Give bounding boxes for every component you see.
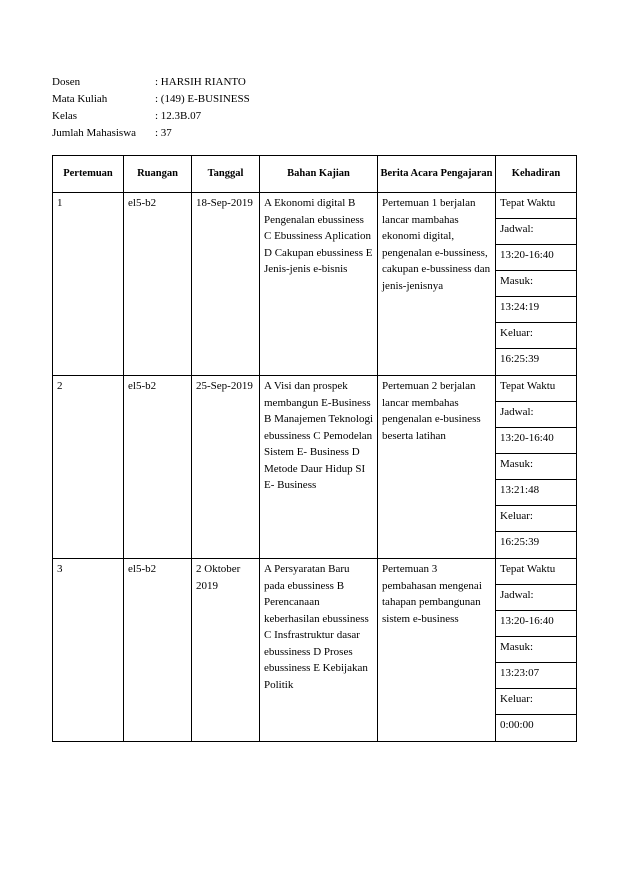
jadwal-value: 13:20-16:40 (496, 428, 576, 454)
table-row (53, 559, 577, 742)
col-header-pertemuan: Pertemuan (53, 156, 124, 193)
attendance-table (52, 155, 577, 742)
pertemuan-cell: 2 (53, 376, 124, 559)
bahan-kajian-cell: A Visi dan prospek membangun E-Business B Manajemen Teknologi ebussiness C Pemodelan Sistem E- Business D Metode Daur Hidup SI E- Business (260, 376, 378, 559)
table-row (53, 376, 577, 559)
jumlah-label: Jumlah Mahasiswa (52, 127, 137, 139)
kehadiran-status: Tepat Waktu (496, 559, 576, 585)
dosen-label: Dosen (52, 76, 81, 88)
kelas-row (52, 108, 250, 125)
ruangan-cell: el5-b2 (124, 193, 192, 376)
table-header-row (53, 156, 577, 193)
tanggal-cell: 2 Oktober 2019 (192, 559, 260, 742)
kehadiran-cell (496, 376, 577, 559)
keluar-value: 0:00:00 (500, 719, 534, 731)
masuk-value: 13:24:19 (496, 297, 576, 323)
col-header-kehadiran: Kehadiran (496, 156, 577, 193)
kelas-value: : 12.3B.07 (155, 110, 202, 122)
course-info (52, 74, 250, 142)
kehadiran-cell (496, 193, 577, 376)
col-header-tanggal: Tanggal (192, 156, 260, 193)
keluar-label: Keluar: (496, 506, 576, 532)
ruangan-cell: el5-b2 (124, 559, 192, 742)
keluar-label: Keluar: (496, 689, 576, 715)
kelas-label: Kelas (52, 110, 78, 122)
masuk-value: 13:23:07 (496, 663, 576, 689)
mata-kuliah-label: Mata Kuliah (52, 93, 108, 105)
kehadiran-cell (496, 559, 577, 742)
dosen-row (52, 74, 250, 91)
jumlah-value: : 37 (155, 127, 172, 139)
bahan-kajian-cell: A Persyaratan Baru pada ebussiness B Perencanaan keberhasilan ebussiness C Insfrastruktur dasar ebussiness D Proses ebussiness E Kebijakan Politik (260, 559, 378, 742)
pertemuan-cell: 1 (53, 193, 124, 376)
masuk-label: Masuk: (496, 271, 576, 297)
table-row (53, 193, 577, 376)
keluar-label: Keluar: (496, 323, 576, 349)
mata-kuliah-row (52, 91, 250, 108)
masuk-label: Masuk: (496, 454, 576, 480)
jadwal-value: 13:20-16:40 (496, 245, 576, 271)
jadwal-label: Jadwal: (496, 219, 576, 245)
jadwal-value: 13:20-16:40 (496, 611, 576, 637)
tanggal-cell: 25-Sep-2019 (192, 376, 260, 559)
jadwal-label: Jadwal: (496, 585, 576, 611)
col-header-bahan-kajian: Bahan Kajian (260, 156, 378, 193)
jadwal-label: Jadwal: (496, 402, 576, 428)
bahan-kajian-cell: A Ekonomi digital B Pengenalan ebussiness C Ebussiness Aplication D Cakupan ebussiness E Jenis-jenis e-bisnis (260, 193, 378, 376)
mata-kuliah-value: : (149) E-BUSINESS (155, 93, 250, 105)
pertemuan-cell: 3 (53, 559, 124, 742)
kehadiran-status: Tepat Waktu (496, 193, 576, 219)
tanggal-cell: 18-Sep-2019 (192, 193, 260, 376)
berita-acara-cell: Pertemuan 2 berjalan lancar membahas pengenalan e-business beserta latihan (378, 376, 496, 559)
masuk-value: 13:21:48 (496, 480, 576, 506)
keluar-value: 16:25:39 (500, 353, 540, 365)
masuk-label: Masuk: (496, 637, 576, 663)
dosen-value: : HARSIH RIANTO (155, 76, 246, 88)
keluar-value: 16:25:39 (500, 536, 540, 548)
kehadiran-status: Tepat Waktu (496, 376, 576, 402)
ruangan-cell: el5-b2 (124, 376, 192, 559)
berita-acara-cell: Pertemuan 3 pembahasan mengenai tahapan pembangunan sistem e-business (378, 559, 496, 742)
berita-acara-cell: Pertemuan 1 berjalan lancar mambahas ekonomi digital, pengenalan e-bussiness, cakupan e-bussiness dan jenis-jenisnya (378, 193, 496, 376)
col-header-berita-acara: Berita Acara Pengajaran (378, 156, 496, 193)
col-header-ruangan: Ruangan (124, 156, 192, 193)
jumlah-row (52, 125, 250, 142)
